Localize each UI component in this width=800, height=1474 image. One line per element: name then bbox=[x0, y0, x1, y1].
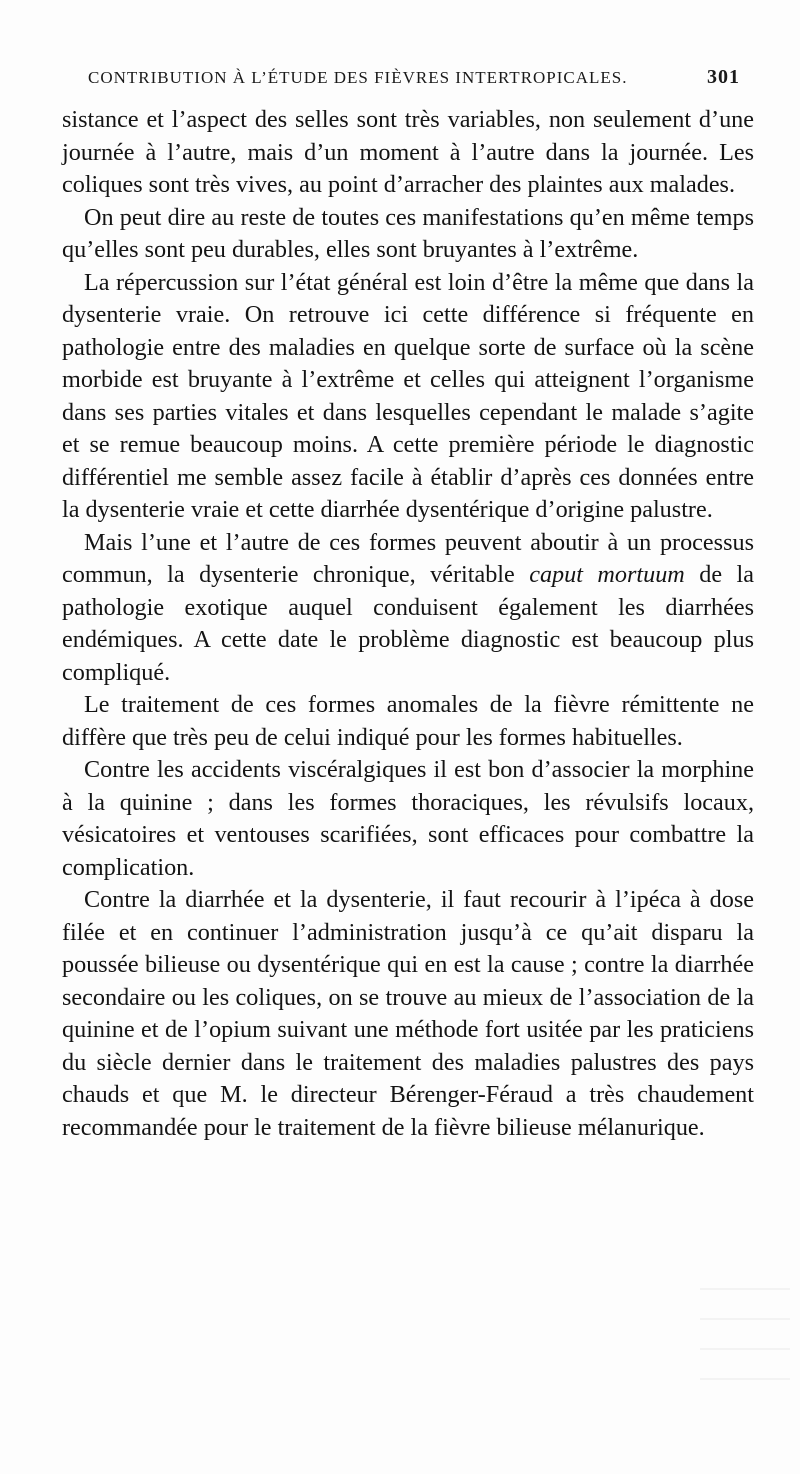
page-number: 301 bbox=[707, 66, 740, 88]
paragraph-3: La répercussion sur l’état général est loin d’être la même que dans la dysenterie vraie. On retrouve ici cette différence si fréquente en pathologie entre des maladies en quelque sorte de surface où la scène morbide est bruyante à l’extrême et celles qui atteignent l’organisme dans ses parties vitales et dans lesquelles cependant le malade s’agite et se remue beaucoup moins. A cette première période le diagnostic différentiel me semble assez facile à établir d’après ces données entre la dysenterie vraie et cette diarrhée dysentérique d’origine palustre. bbox=[62, 268, 754, 523]
paragraph-2: On peut dire au reste de toutes ces manifestations qu’en même temps qu’elles sont peu durables, elles sont bruyantes à l’extrême. bbox=[62, 203, 754, 263]
paragraph-6: Contre les accidents viscéralgiques il est bon d’associer la morphine à la quinine ; dans les formes thoraciques, les révulsifs locaux, vésicatoires et ventouses scarifiées, sont efficaces pour combattre la complication. bbox=[62, 756, 754, 881]
paragraph-5: Le traitement de ces formes anomales de la fièvre rémittente ne diffère que très peu de celui indiqué pour les formes habituelles. bbox=[62, 691, 754, 751]
paragraph-4-text-after: de la pathologie exotique auquel conduisent également les diarrhées endémiques. A cette date le problème diagnostic est beaucoup plus compliqué. bbox=[62, 561, 754, 686]
paragraph-1: sistance et l’aspect des selles sont très variables, non seulement d’une journée à l’autre, mais d’un moment à l’autre dans la journée. Les coliques sont très vives, au point d’arracher des plaintes aux malades. bbox=[62, 106, 754, 198]
paragraph-7: Contre la diarrhée et la dysenterie, il faut recourir à l’ipéca à dose filée et en continuer l’administration jusqu’à ce qu’ait disparu la poussée bilieuse ou dysentérique qui en est la cause ; contre la diarrhée secondaire ou les coliques, on se trouve au mieux de l’association de la quinine et de l’opium suivant une méthode fort usitée par les praticiens du siècle dernier dans le traitement des maladies palustres des pays chauds et que M. le directeur Bérenger-Féraud a très chaudement recommandée pour le traitement de la fièvre bilieuse mélanurique. bbox=[62, 886, 754, 1141]
running-title: CONTRIBUTION À L’ÉTUDE DES FIÈVRES INTERTROPICALES. bbox=[88, 68, 628, 87]
paragraph-4-text-before: Mais l’une et l’autre de ces formes peuvent aboutir à un processus commun, la dysenterie chronique, véritable bbox=[62, 528, 754, 588]
paragraph-4-italic-phrase: caput mortuum bbox=[529, 561, 685, 588]
show-through-bleed bbox=[700, 1280, 790, 1380]
paragraph-4 bbox=[62, 527, 754, 690]
body-text bbox=[62, 104, 754, 1144]
running-head bbox=[88, 66, 740, 89]
